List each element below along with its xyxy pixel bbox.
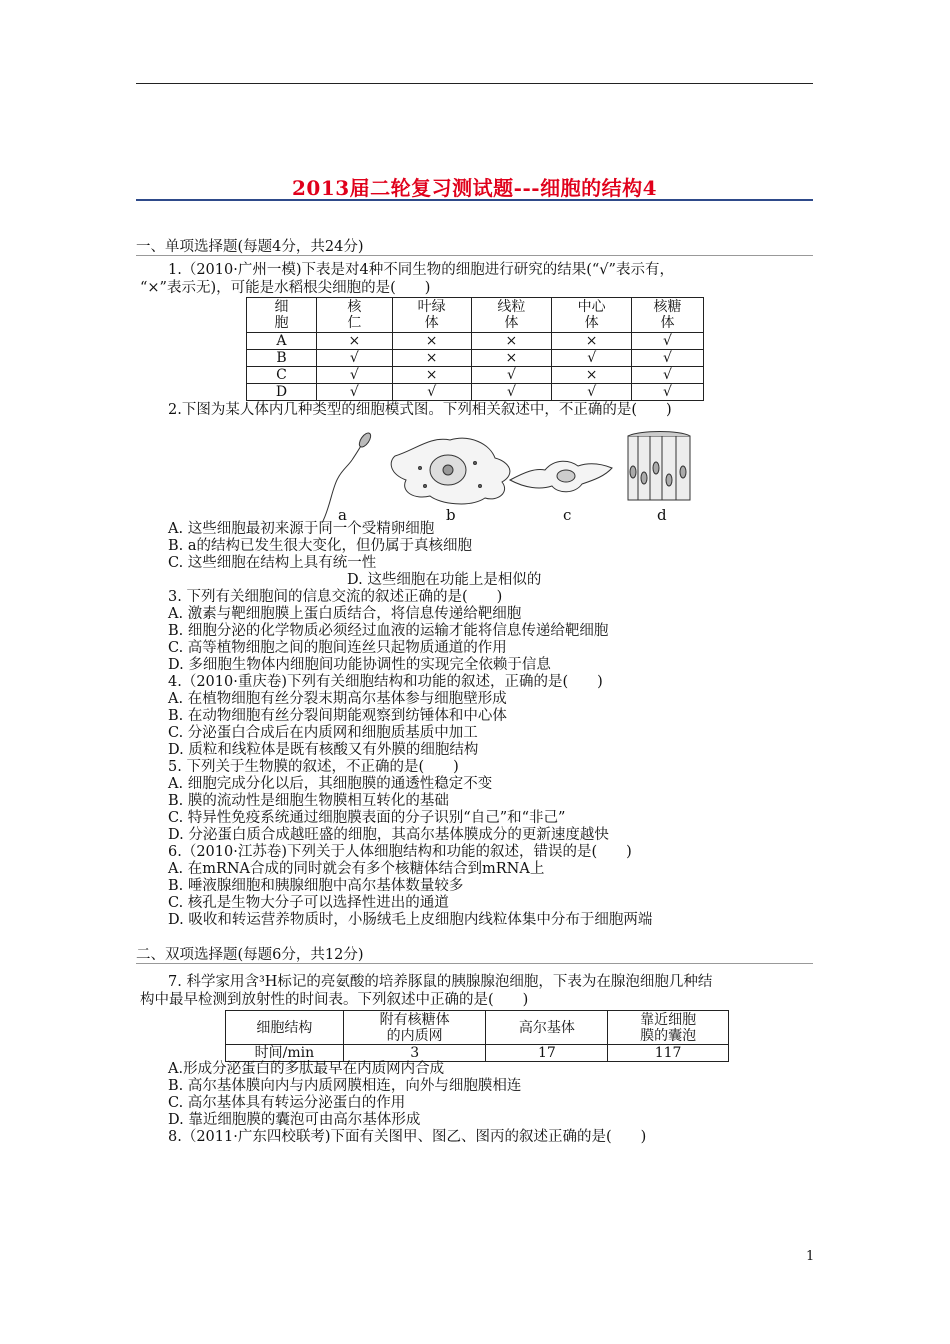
- q5-option-a: A. 细胞完成分化以后，其细胞膜的通透性稳定不变: [168, 776, 493, 792]
- q4-option-a: A. 在植物细胞有丝分裂末期高尔基体参与细胞壁形成: [168, 691, 507, 707]
- q7-option-d: D. 靠近细胞膜的囊泡可由高尔基体形成: [168, 1112, 421, 1128]
- table-cell: ×: [471, 333, 552, 350]
- q5-option-b: B. 膜的流动性是细胞生物膜相互转化的基础: [168, 793, 449, 809]
- table-cell: A: [247, 333, 317, 350]
- q6-option-c: C. 核孔是生物大分子可以选择性进出的通道: [168, 895, 449, 911]
- q7-header-cell: 高尔基体: [486, 1011, 608, 1045]
- q3-option-a: A. 激素与靶细胞膜上蛋白质结合，将信息传递给靶细胞: [168, 606, 522, 622]
- q6-option-b: B. 唾液腺细胞和胰腺细胞中高尔基体数量较多: [168, 878, 464, 894]
- q6-stem: 6.（2010·江苏卷)下列关于人体细胞结构和功能的叙述，错误的是( ): [168, 844, 632, 860]
- table-cell: 17: [486, 1045, 608, 1062]
- section-1-rule: [136, 255, 813, 256]
- sperm-cell-figure: [322, 431, 373, 523]
- section-1-heading: 一、单项选择题(每题4分，共24分): [136, 239, 364, 255]
- q3-stem: 3. 下列有关细胞间的信息交流的叙述正确的是( ): [168, 589, 503, 605]
- q4-stem: 4.（2010·重庆卷)下列有关细胞结构和功能的叙述，正确的是( ): [168, 674, 603, 690]
- table-cell: √: [632, 350, 704, 367]
- table-cell: D: [247, 384, 317, 401]
- section-2-rule: [136, 963, 813, 964]
- page-number: 1: [806, 1249, 815, 1264]
- q8-stem: 8.（2011·广东四校联考)下面有关图甲、图乙、图丙的叙述正确的是( ): [168, 1129, 647, 1145]
- q1-header-cell: 核糖 体: [632, 298, 704, 333]
- cell-d-figure: [628, 432, 690, 501]
- q1-header-cell: 细 胞: [247, 298, 317, 333]
- table-row: [247, 384, 704, 401]
- q7-table-header-row: [226, 1011, 729, 1045]
- q4-option-d: D. 质粒和线粒体是既有核酸又有外膜的细胞结构: [168, 742, 479, 758]
- table-cell: ×: [552, 367, 632, 384]
- q6-option-a: A. 在mRNA合成的同时就会有多个核糖体结合到mRNA上: [168, 861, 545, 877]
- q3-option-b: B. 细胞分泌的化学物质必须经过血液的运输才能将信息传递给靶细胞: [168, 623, 609, 639]
- table-cell: 117: [608, 1045, 729, 1062]
- q2-option-c: C. 这些细胞在结构上具有统一性: [168, 555, 377, 571]
- table-cell: 时间/min: [226, 1045, 344, 1062]
- table-cell: ×: [392, 367, 471, 384]
- table-cell: ×: [392, 333, 471, 350]
- q7-option-b: B. 高尔基体膜向内与内质网膜相连，向外与细胞膜相连: [168, 1078, 522, 1094]
- q7-stem-line2: 构中最早检测到放射性的时间表。下列叙述中正确的是( ): [140, 992, 529, 1008]
- q5-option-c: C. 特异性免疫系统通过细胞膜表面的分子识别“自己”和“非己”: [168, 810, 566, 826]
- q3-option-c: C. 高等植物细胞之间的胞间连丝只起物质通道的作用: [168, 640, 507, 656]
- cell-diagrams: [320, 428, 700, 528]
- table-cell: √: [316, 367, 392, 384]
- table-cell: √: [632, 367, 704, 384]
- table-cell: ×: [471, 350, 552, 367]
- q7-header-cell: 附有核糖体 的内质网: [343, 1011, 486, 1045]
- table-cell: √: [316, 384, 392, 401]
- q2-stem: 2.下图为某人体内几种类型的细胞模式图。下列相关叙述中，不正确的是( ): [168, 402, 672, 418]
- table-row: [247, 350, 704, 367]
- q7-header-cell: 细胞结构: [226, 1011, 344, 1045]
- q7-table: [225, 1010, 729, 1062]
- q7-option-a: A.形成分泌蛋白的多肽最早在内质网内合成: [168, 1061, 445, 1077]
- q1-stem-line1: 1.（2010·广州一模)下表是对4种不同生物的细胞进行研究的结果(“√”表示有，: [168, 262, 674, 278]
- q1-header-cell: 中心 体: [552, 298, 632, 333]
- figure-label-b: b: [446, 506, 456, 524]
- q2-option-b: B. a的结构已发生很大变化，但仍属于真核细胞: [168, 538, 473, 554]
- q1-stem-line2: “×”表示无)，可能是水稻根尖细胞的是( ): [140, 280, 431, 296]
- table-cell: √: [316, 350, 392, 367]
- table-cell: ×: [392, 350, 471, 367]
- q1-header-cell: 线粒 体: [471, 298, 552, 333]
- table-cell: √: [471, 384, 552, 401]
- q4-option-b: B. 在动物细胞有丝分裂间期能观察到纺锤体和中心体: [168, 708, 507, 724]
- figure-label-a: a: [338, 506, 347, 524]
- page-title: 2013届二轮复习测试题---细胞的结构4: [292, 176, 657, 200]
- header-rule: [136, 83, 813, 84]
- q5-stem: 5. 下列关于生物膜的叙述，不正确的是( ): [168, 759, 459, 775]
- q1-header-cell: 叶绿 体: [392, 298, 471, 333]
- q1-header-cell: 核 仁: [316, 298, 392, 333]
- q3-option-d: D. 多细胞生物体内细胞间功能协调性的实现完全依赖于信息: [168, 657, 551, 673]
- table-cell: √: [552, 350, 632, 367]
- table-cell: ×: [552, 333, 632, 350]
- q7-option-c: C. 高尔基体具有转运分泌蛋白的作用: [168, 1095, 406, 1111]
- cell-c-figure: [510, 461, 612, 492]
- table-cell: √: [632, 333, 704, 350]
- table-cell: ×: [316, 333, 392, 350]
- q1-table-header-row: [247, 298, 704, 333]
- table-row: [247, 367, 704, 384]
- table-row: [247, 333, 704, 350]
- table-cell: √: [552, 384, 632, 401]
- table-cell: √: [632, 384, 704, 401]
- q7-stem-line1: 7. 科学家用含³H标记的亮氨酸的培养豚鼠的胰腺腺泡细胞，下表为在腺泡细胞几种结: [168, 974, 713, 990]
- table-cell: C: [247, 367, 317, 384]
- table-row: [226, 1045, 729, 1062]
- q2-option-a: A. 这些细胞最初来源于同一个受精卵细胞: [168, 521, 435, 537]
- q4-option-c: C. 分泌蛋白合成后在内质网和细胞质基质中加工: [168, 725, 478, 741]
- q1-table: [246, 297, 704, 401]
- q6-option-d: D. 吸收和转运营养物质时，小肠绒毛上皮细胞内线粒体集中分布于细胞两端: [168, 912, 653, 928]
- table-cell: √: [392, 384, 471, 401]
- figure-label-c: c: [563, 506, 572, 524]
- table-cell: 3: [343, 1045, 486, 1062]
- figure-label-d: d: [657, 506, 667, 524]
- q2-option-d: D. 这些细胞在功能上是相似的: [347, 572, 542, 588]
- section-2-heading: 二、双项选择题(每题6分，共12分): [136, 947, 364, 963]
- table-cell: √: [471, 367, 552, 384]
- title-rule: [136, 199, 813, 201]
- table-cell: B: [247, 350, 317, 367]
- q7-header-cell: 靠近细胞 膜的囊泡: [608, 1011, 729, 1045]
- q5-option-d: D. 分泌蛋白质合成越旺盛的细胞，其高尔基体膜成分的更新速度越快: [168, 827, 609, 843]
- cell-b-figure: [391, 438, 510, 504]
